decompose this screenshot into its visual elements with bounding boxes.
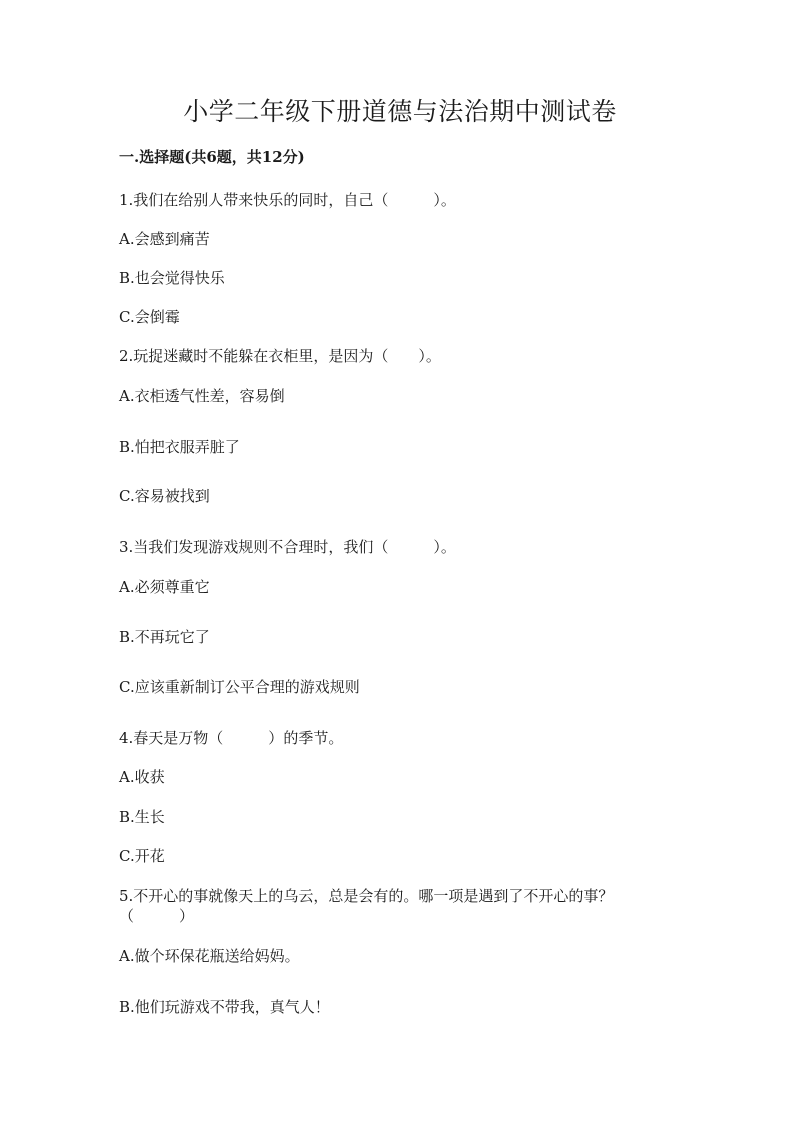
- question-4-stem: 4.春天是万物（ ）的季节。: [119, 729, 344, 747]
- question-4-option-c[interactable]: C.开花: [119, 847, 165, 865]
- question-2-option-b[interactable]: B.怕把衣服弄脏了: [119, 438, 240, 456]
- question-1-option-b[interactable]: B.也会觉得快乐: [119, 269, 225, 287]
- question-5-option-a[interactable]: A.做个环保花瓶送给妈妈。: [119, 947, 300, 965]
- question-2-option-a[interactable]: A.衣柜透气性差，容易倒: [119, 387, 285, 405]
- question-3-option-a[interactable]: A.必须尊重它: [119, 578, 210, 596]
- question-5-option-b[interactable]: B.他们玩游戏不带我，真气人！: [119, 998, 330, 1016]
- question-3-stem: 3.当我们发现游戏规则不合理时，我们（ ）。: [119, 538, 456, 556]
- question-3-option-b[interactable]: B.不再玩它了: [119, 628, 210, 646]
- question-5-stem: 5.不开心的事就像天上的乌云，总是会有的。哪一项是遇到了不开心的事？: [119, 887, 614, 905]
- question-1-option-c[interactable]: C.会倒霉: [119, 308, 180, 326]
- question-3-option-c[interactable]: C.应该重新制订公平合理的游戏规则: [119, 678, 360, 696]
- section-heading: 一.选择题(共6题，共12分): [119, 148, 305, 166]
- question-1-option-a[interactable]: A.会感到痛苦: [119, 230, 210, 248]
- question-5-stem-continuation: （ ）: [119, 907, 195, 925]
- question-1-stem: 1.我们在给别人带来快乐的同时，自己（ ）。: [119, 191, 456, 209]
- question-4-option-b[interactable]: B.生长: [119, 808, 165, 826]
- question-4-option-a[interactable]: A.收获: [119, 768, 165, 786]
- question-2-stem: 2.玩捉迷藏时不能躲在衣柜里，是因为（ ）。: [119, 347, 441, 365]
- page-title: 小学二年级下册道德与法治期中测试卷: [183, 97, 617, 126]
- question-2-option-c[interactable]: C.容易被找到: [119, 487, 210, 505]
